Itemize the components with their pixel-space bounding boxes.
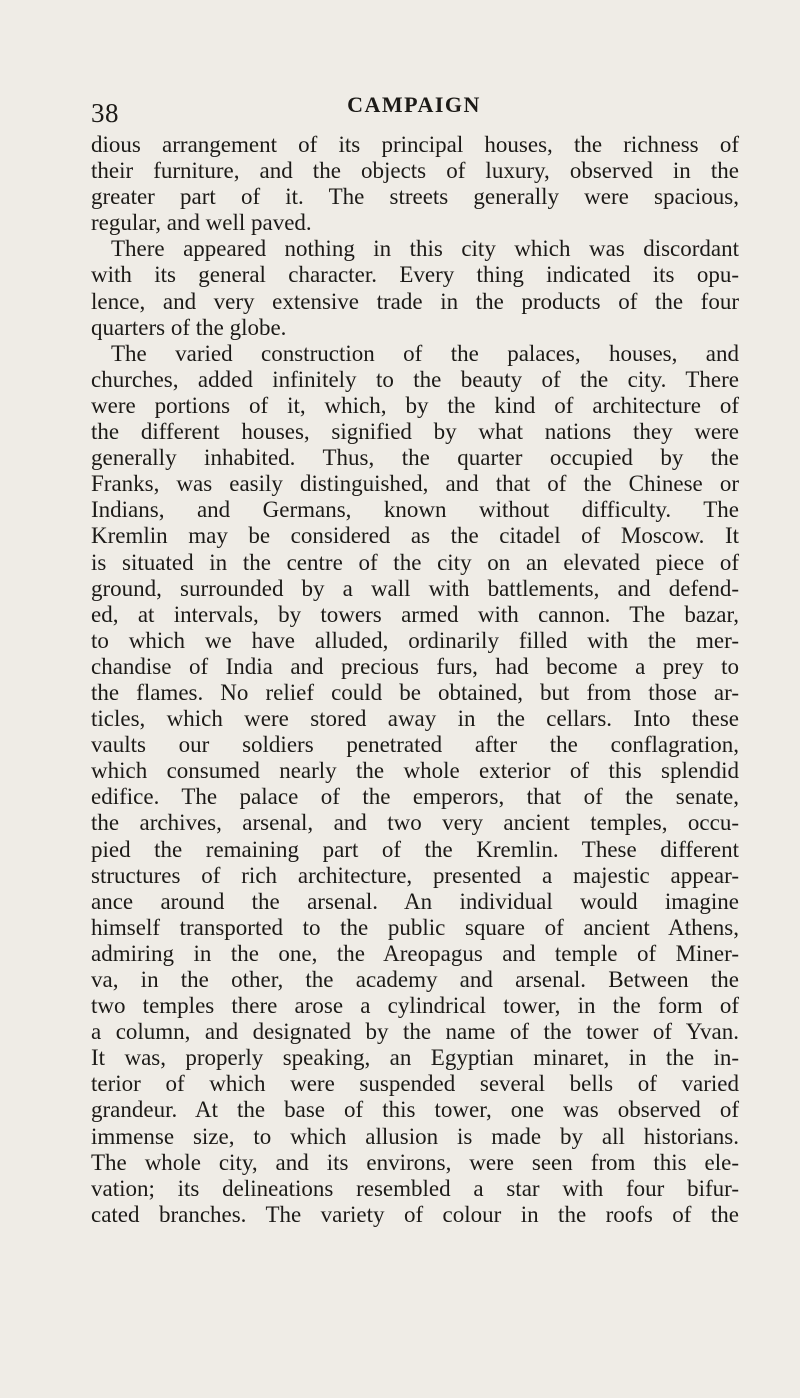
text-line: the archives, arsenal, and two very ancient temples, occu- bbox=[91, 810, 739, 836]
text-line: Indians, and Germans, known without difficulty. The bbox=[91, 497, 739, 523]
text-line: is situated in the centre of the city on an elevated piece of bbox=[91, 549, 739, 575]
text-line: ticles, which were stored away in the cellars. Into these bbox=[91, 706, 739, 732]
text-line: to which we have alluded, ordinarily filled with the mer- bbox=[91, 627, 739, 653]
text-line: greater part of it. The streets generally were spacious, bbox=[91, 184, 739, 210]
text-line: with its general character. Every thing indicated its opu- bbox=[91, 262, 739, 288]
running-head: CAMPAIGN bbox=[347, 92, 481, 117]
text-line: ground, surrounded by a wall with battlements, and defend- bbox=[91, 575, 739, 601]
text-line: churches, added infinitely to the beauty of the city. There bbox=[91, 366, 739, 392]
text-line: a column, and designated by the name of the tower of Yvan. bbox=[91, 1019, 739, 1045]
text-line: vation; its delineations resembled a star with four bifur- bbox=[91, 1175, 739, 1201]
body-text bbox=[91, 132, 739, 1228]
text-line: pied the remaining part of the Kremlin. These different bbox=[91, 836, 739, 862]
text-line: two temples there arose a cylindrical tower, in the form of bbox=[91, 993, 739, 1019]
text-line: which consumed nearly the whole exterior of this splendid bbox=[91, 758, 739, 784]
text-line: lence, and very extensive trade in the products of the four bbox=[91, 288, 739, 314]
text-line: The whole city, and its environs, were seen from this ele- bbox=[91, 1149, 739, 1175]
text-line: Franks, was easily distinguished, and that of the Chinese or bbox=[91, 471, 739, 497]
text-line: grandeur. At the base of this tower, one was observed of bbox=[91, 1097, 739, 1123]
text-line: immense size, to which allusion is made by all historians. bbox=[91, 1123, 739, 1149]
text-line: structures of rich architecture, presented a majestic appear- bbox=[91, 862, 739, 888]
text-line: generally inhabited. Thus, the quarter occupied by the bbox=[91, 445, 739, 471]
text-line: cated branches. The variety of colour in the roofs of the bbox=[91, 1201, 739, 1227]
text-line: It was, properly speaking, an Egyptian minaret, in the in- bbox=[91, 1045, 739, 1071]
page-number: 38 bbox=[91, 98, 119, 128]
text-line: ance around the arsenal. An individual would imagine bbox=[91, 888, 739, 914]
text-line: regular, and well paved. bbox=[91, 210, 312, 236]
text-line: ed, at intervals, by towers armed with cannon. The bazar, bbox=[91, 601, 739, 627]
text-line: chandise of India and precious furs, had become a prey to bbox=[91, 653, 739, 679]
text-line: dious arrangement of its principal houses, the richness of bbox=[91, 132, 739, 157]
text-line: Kremlin may be considered as the citadel of Moscow. It bbox=[91, 523, 739, 549]
text-line: terior of which were suspended several bells of varied bbox=[91, 1071, 739, 1097]
text-line: vaults our soldiers penetrated after the conflagration, bbox=[91, 732, 739, 758]
text-line: There appeared nothing in this city which was discordant bbox=[111, 236, 739, 262]
text-line: admiring in the one, the Areopagus and temple of Miner- bbox=[91, 940, 739, 966]
text-line: va, in the other, the academy and arsenal. Between the bbox=[91, 967, 739, 992]
text-line: were portions of it, which, by the kind of architecture of bbox=[91, 392, 739, 418]
text-line: their furniture, and the objects of luxury, observed in the bbox=[91, 158, 739, 184]
text-line: edifice. The palace of the emperors, that of the senate, bbox=[91, 784, 739, 810]
text-line: The varied construction of the palaces, houses, and bbox=[111, 340, 739, 366]
text-line: the flames. No relief could be obtained, but from those ar- bbox=[91, 679, 739, 705]
text-line: the different houses, signified by what nations they were bbox=[91, 419, 739, 445]
text-line: himself transported to the public square of ancient Athens, bbox=[91, 914, 739, 940]
text-line: quarters of the globe. bbox=[91, 314, 287, 340]
